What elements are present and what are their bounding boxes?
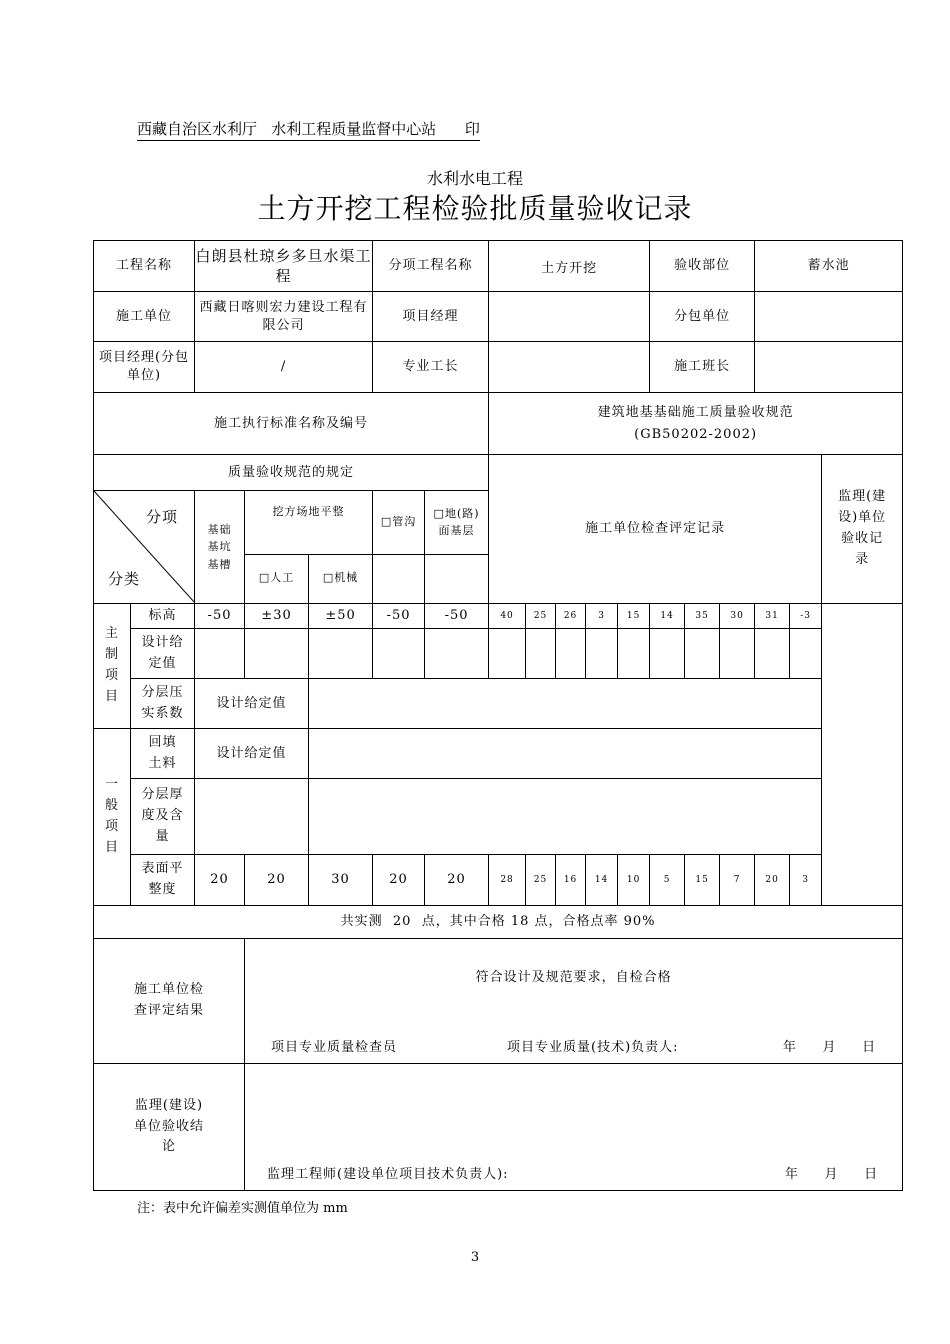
col-ditch-sub — [373, 554, 425, 603]
quality-spec-label: 质量验收规范的规定 — [94, 455, 489, 491]
flatness-limit: 20 — [425, 855, 489, 906]
quality-inspector-label: 项目专业质量检查员 — [271, 1040, 398, 1056]
compaction-label: 分层压实系数 — [131, 679, 195, 729]
elevation-limit: -50 — [373, 604, 425, 629]
flatness-measured: 5 — [650, 855, 685, 906]
standard-label: 施工执行标准名称及编号 — [94, 393, 489, 455]
subcontractor-label: 分包单位 — [650, 292, 755, 342]
contractor-result-date: 年 月 日 — [782, 1040, 877, 1056]
flatness-measured: 7 — [720, 855, 755, 906]
flatness-limit: 30 — [309, 855, 373, 906]
design-value-cell — [526, 629, 556, 679]
acceptance-part-value: 蓄水池 — [755, 241, 903, 292]
page-number: 3 — [470, 1250, 480, 1265]
supervision-engineer-label: 监理工程师(建设单位项目技术负责人): — [267, 1167, 509, 1183]
contractor-label: 施工单位 — [94, 292, 195, 342]
elevation-measured: 15 — [618, 604, 650, 629]
flatness-limit: 20 — [373, 855, 425, 906]
flatness-measured: 20 — [755, 855, 790, 906]
backfill-value: 设计给定值 — [195, 729, 309, 779]
diagonal-bottom-label: 分类 — [108, 569, 141, 588]
flatness-label: 表面平整度 — [131, 855, 195, 906]
elevation-measured: 31 — [755, 604, 790, 629]
design-value-label: 设计给定值 — [131, 629, 195, 679]
col-ditch-header: □管沟 — [373, 491, 425, 555]
standard-value — [489, 393, 903, 455]
design-value-cell — [790, 629, 822, 679]
team-leader-label: 施工班长 — [650, 342, 755, 393]
technical-lead-label: 项目专业质量(技术)负责人: — [507, 1040, 679, 1056]
compaction-record — [309, 679, 822, 729]
document-subtitle: 水利水电工程 — [426, 169, 523, 188]
col-pit-header: 基础基坑基槽 — [195, 491, 245, 604]
design-value-cell — [586, 629, 618, 679]
contractor-result-text: 符合设计及规范要求，自检合格 — [475, 970, 672, 985]
acceptance-part-label: 验收部位 — [650, 241, 755, 292]
document-title: 土方开挖工程检验批质量验收记录 — [257, 192, 693, 225]
flatness-measured: 3 — [790, 855, 822, 906]
design-value-cell — [755, 629, 790, 679]
col-site-level-header: 挖方场地平整 — [245, 491, 373, 555]
contractor-result-body — [245, 939, 903, 1064]
contractor-result-label: 施工单位检查评定结果 — [94, 939, 245, 1064]
standard-value-name: 建筑地基基础施工质量验收规范 — [597, 404, 794, 420]
flatness-measured: 25 — [526, 855, 556, 906]
main-items-group-label: 主制项目 — [94, 604, 131, 729]
col-ground-sub — [425, 554, 489, 603]
subproject-label: 分项工程名称 — [373, 241, 489, 292]
flatness-measured: 15 — [685, 855, 720, 906]
elevation-limit: -50 — [425, 604, 489, 629]
backfill-record — [309, 729, 822, 779]
col-manual-header: □人工 — [245, 554, 309, 603]
foreman-value — [489, 342, 650, 393]
layer-record — [309, 779, 822, 855]
design-value-cell — [720, 629, 755, 679]
subproject-value: 土方开挖 — [489, 241, 650, 292]
contractor-value: 西藏日喀则宏力建设工程有限公司 — [195, 292, 373, 342]
supervision-result-date: 年 月 日 — [784, 1167, 879, 1183]
design-value-cell — [618, 629, 650, 679]
elevation-limit: -50 — [195, 604, 245, 629]
sub-project-manager-value: / — [195, 342, 373, 393]
supervision-record-body — [822, 604, 903, 906]
design-value-cell — [685, 629, 720, 679]
check-record-header: 施工单位检查评定记录 — [489, 455, 822, 604]
design-value-cell — [245, 629, 309, 679]
elevation-measured: 25 — [526, 604, 556, 629]
elevation-limit: ±50 — [309, 604, 373, 629]
elevation-label: 标高 — [131, 604, 195, 629]
layer-label: 分层厚度及含量 — [131, 779, 195, 855]
flatness-limit: 20 — [195, 855, 245, 906]
design-value-cell — [425, 629, 489, 679]
flatness-measured: 16 — [556, 855, 586, 906]
project-name-label: 工程名称 — [94, 241, 195, 292]
flatness-measured: 10 — [618, 855, 650, 906]
design-value-cell — [489, 629, 526, 679]
sub-project-manager-label: 项目经理(分包单位) — [94, 342, 195, 393]
supervision-record-header: 监理(建设)单位验收记录 — [822, 455, 903, 604]
backfill-label: 回填土料 — [131, 729, 195, 779]
col-ground-header: □地(路)面基层 — [425, 491, 489, 555]
design-value-cell — [650, 629, 685, 679]
standard-value-code: (GB50202-2002) — [634, 426, 758, 442]
team-leader-value — [755, 342, 903, 393]
flatness-measured: 14 — [586, 855, 618, 906]
foreman-label: 专业工长 — [373, 342, 489, 393]
category-diagonal-cell — [94, 491, 195, 604]
elevation-measured: 14 — [650, 604, 685, 629]
supervision-result-label: 监理(建设)单位验收结论 — [94, 1064, 245, 1191]
flatness-measured: 28 — [489, 855, 526, 906]
compaction-value: 设计给定值 — [195, 679, 309, 729]
acceptance-record-table — [93, 240, 903, 1191]
flatness-limit: 20 — [245, 855, 309, 906]
layer-value — [195, 779, 309, 855]
project-manager-label: 项目经理 — [373, 292, 489, 342]
elevation-measured: 40 — [489, 604, 526, 629]
elevation-limit: ±30 — [245, 604, 309, 629]
elevation-measured: -3 — [790, 604, 822, 629]
elevation-measured: 26 — [556, 604, 586, 629]
design-value-cell — [556, 629, 586, 679]
diagonal-top-label: 分项 — [146, 508, 179, 526]
general-items-group-label: 一般项目 — [94, 729, 131, 906]
header-line: 西藏自治区水利厅 水利工程质量监督中心站 印 — [137, 118, 480, 141]
elevation-measured: 3 — [586, 604, 618, 629]
unit-note: 注：表中允许偏差实测值单位为 mm — [137, 1201, 348, 1216]
design-value-cell — [309, 629, 373, 679]
project-manager-value — [489, 292, 650, 342]
elevation-measured: 30 — [720, 604, 755, 629]
elevation-measured: 35 — [685, 604, 720, 629]
design-value-cell — [195, 629, 245, 679]
summary-line: 共实测 20 点，其中合格 18 点，合格点率 90% — [94, 906, 903, 939]
supervision-result-body — [245, 1064, 903, 1191]
project-name-value: 白朗县杜琼乡多旦水渠工程 — [195, 241, 373, 292]
design-value-cell — [373, 629, 425, 679]
col-machine-header: □机械 — [309, 554, 373, 603]
subcontractor-value — [755, 292, 903, 342]
